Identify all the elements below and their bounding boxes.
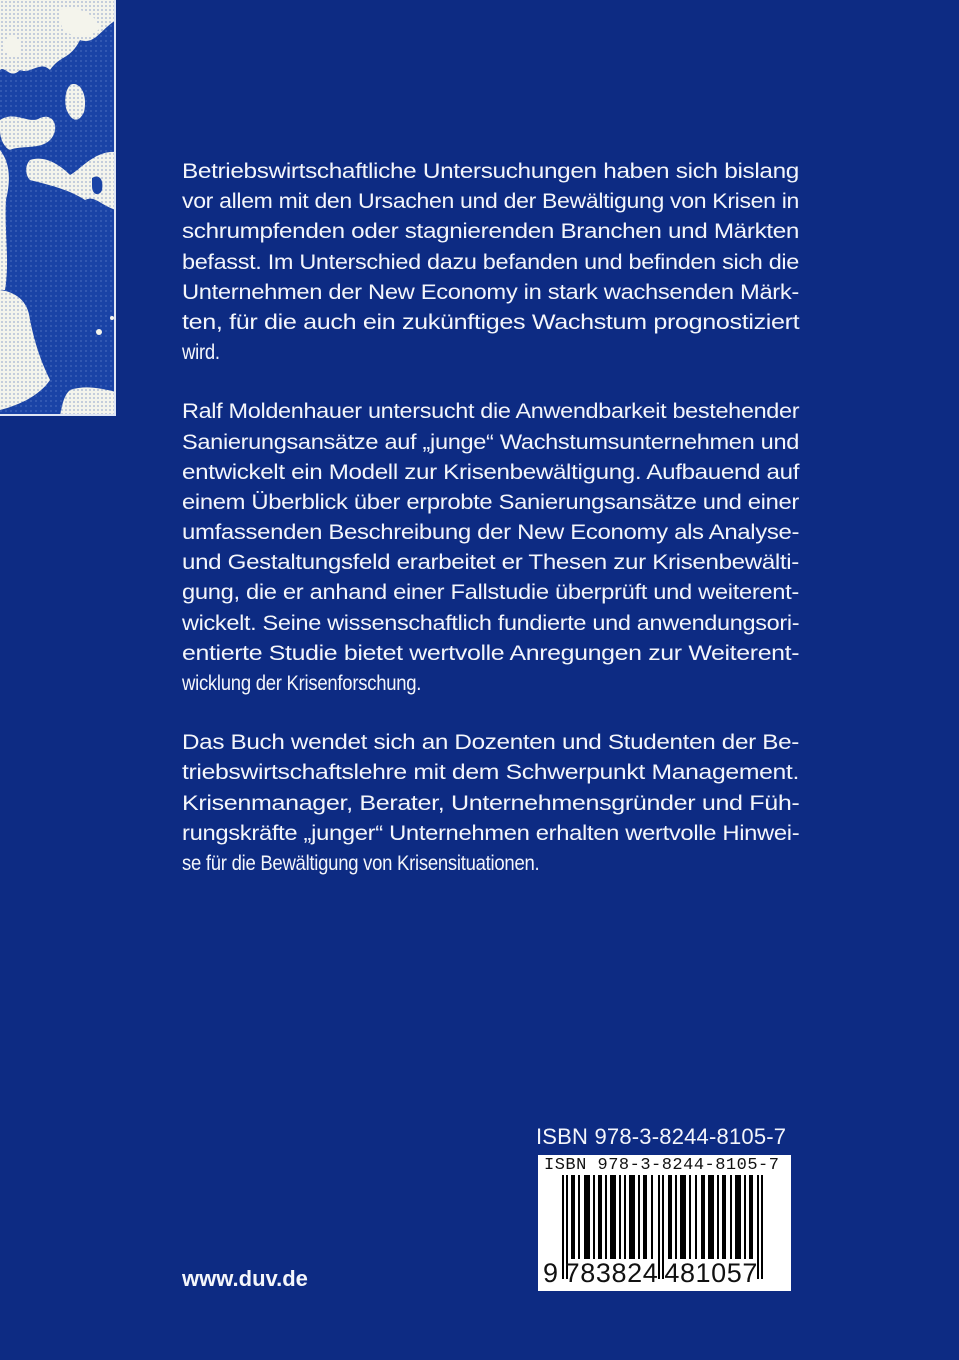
- text-line: umfassenden Beschreibung der New Economy als Analyse-: [182, 520, 800, 545]
- text-line: schrumpfenden oder stagnierenden Branchen und Märkten: [182, 219, 800, 244]
- text-line: vor allem mit den Ursachen und der Bewältigung von Krisen in: [182, 189, 799, 214]
- text-line: Ralf Moldenhauer untersucht die Anwendbarkeit bestehender: [182, 399, 800, 424]
- map-icon: [0, 0, 116, 416]
- barcode-isbn-text: ISBN 978-3-8244-8105-7: [544, 1156, 780, 1175]
- text-line: Krisenmanager, Berater, Unternehmensgründer und Füh-: [182, 790, 800, 815]
- text-line: triebswirtschaftslehre mit dem Schwerpunkt Management.: [182, 760, 799, 785]
- barcode-first-digit: 9: [543, 1258, 559, 1288]
- text-line: Das Buch wendet sich an Dozenten und Studenten der Be-: [182, 730, 799, 755]
- text-line: einem Überblick über erprobte Sanierungsansätze und einer: [182, 489, 800, 514]
- text-line: entwickelt ein Modell zur Krisenbewältigung. Aufbauend auf: [182, 459, 800, 484]
- text-line: und Gestaltungsfeld erarbeitet er Thesen zur Krisenbewälti-: [182, 550, 799, 575]
- blurb-paragraph-1: [182, 156, 799, 367]
- text-line: Sanierungsansätze auf „junge“ Wachstumsunternehmen und: [182, 429, 799, 454]
- text-line: wicklung der Krisenforschung.: [182, 671, 422, 695]
- isbn-label: ISBN 978-3-8244-8105-7: [536, 1124, 787, 1149]
- barcode-left-group: 783824: [564, 1258, 659, 1288]
- text-line: befasst. Im Unterschied dazu befanden und befinden sich die: [182, 249, 799, 274]
- text-line: ten, für die auch ein zukünftiges Wachstum prognostiziert: [182, 309, 800, 334]
- blurb-paragraph-2: [182, 396, 799, 698]
- text-line: entierte Studie bietet wertvolle Anregungen zur Weiterent-: [182, 640, 800, 665]
- text-line: gung, die er anhand einer Fallstudie überprüft und weiterent-: [182, 580, 799, 605]
- globe-map-illustration: [0, 0, 116, 416]
- blurb-paragraph-3: [182, 727, 799, 878]
- text-line: rungskräfte „junger“ Unternehmen erhalten wertvolle Hinwei-: [182, 820, 800, 845]
- barcode-right-group: 481057: [664, 1258, 759, 1288]
- isbn-barcode: [538, 1155, 791, 1291]
- text-line: Betriebswirtschaftliche Untersuchungen haben sich bislang: [182, 159, 799, 183]
- text-line: se für die Bewältigung von Krisensituationen.: [182, 850, 540, 875]
- publisher-website: www.duv.de: [182, 1266, 308, 1291]
- text-line: wickelt. Seine wissenschaftlich fundierte und anwendungsori-: [182, 610, 800, 635]
- barcode-digits: [543, 1258, 758, 1289]
- text-line: wird.: [182, 340, 220, 365]
- back-cover-blurb: [182, 156, 799, 907]
- text-line: Unternehmen der New Economy in stark wachsenden Märk-: [182, 279, 799, 304]
